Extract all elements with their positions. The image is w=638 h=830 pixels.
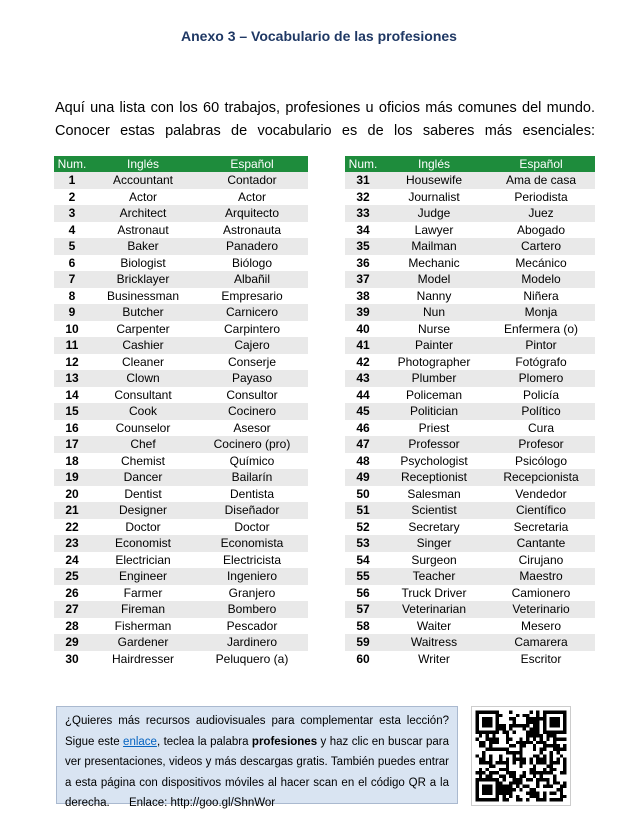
table-row <box>345 502 595 519</box>
table-row <box>345 634 595 651</box>
table-header-row <box>345 156 595 172</box>
spanish-cell: Psicólogo <box>487 453 595 470</box>
spanish-cell: Periodista <box>487 189 595 206</box>
english-cell: Waitress <box>381 634 487 651</box>
num-cell: 48 <box>345 453 381 470</box>
num-cell: 27 <box>54 601 90 618</box>
num-cell: 30 <box>54 651 90 668</box>
english-cell: Economist <box>90 535 196 552</box>
spanish-cell: Astronauta <box>196 222 308 239</box>
table-row <box>54 618 308 635</box>
english-cell: Painter <box>381 337 487 354</box>
header-english: Inglés <box>381 156 487 172</box>
page-title: Anexo 3 – Vocabulario de las profesiones <box>181 28 457 44</box>
num-cell: 5 <box>54 238 90 255</box>
spanish-cell: Economista <box>196 535 308 552</box>
spanish-cell: Político <box>487 403 595 420</box>
table-row <box>345 453 595 470</box>
table-row <box>345 205 595 222</box>
english-cell: Actor <box>90 189 196 206</box>
spanish-cell: Contador <box>196 172 308 189</box>
spanish-cell: Albañil <box>196 271 308 288</box>
english-cell: Accountant <box>90 172 196 189</box>
spanish-cell: Cocinero (pro) <box>196 436 308 453</box>
spanish-cell: Profesor <box>487 436 595 453</box>
english-cell: Architect <box>90 205 196 222</box>
table-row <box>54 337 308 354</box>
spanish-cell: Pintor <box>487 337 595 354</box>
num-cell: 57 <box>345 601 381 618</box>
english-cell: Politician <box>381 403 487 420</box>
english-cell: Mechanic <box>381 255 487 272</box>
english-cell: Biologist <box>90 255 196 272</box>
spanish-cell: Consultor <box>196 387 308 404</box>
spanish-cell: Monja <box>487 304 595 321</box>
num-cell: 15 <box>54 403 90 420</box>
num-cell: 50 <box>345 486 381 503</box>
num-cell: 19 <box>54 469 90 486</box>
english-cell: Engineer <box>90 568 196 585</box>
table-row <box>345 354 595 371</box>
english-cell: Photographer <box>381 354 487 371</box>
english-cell: Nanny <box>381 288 487 305</box>
table-row <box>54 222 308 239</box>
english-cell: Cook <box>90 403 196 420</box>
spanish-cell: Dentista <box>196 486 308 503</box>
table-row <box>54 255 308 272</box>
english-cell: Cashier <box>90 337 196 354</box>
english-cell: Writer <box>381 651 487 668</box>
table-row <box>54 370 308 387</box>
num-cell: 18 <box>54 453 90 470</box>
spanish-cell: Bombero <box>196 601 308 618</box>
english-cell: Professor <box>381 436 487 453</box>
table-row <box>345 189 595 206</box>
num-cell: 43 <box>345 370 381 387</box>
spanish-cell: Granjero <box>196 585 308 602</box>
english-cell: Singer <box>381 535 487 552</box>
table-row <box>345 271 595 288</box>
spanish-cell: Ama de casa <box>487 172 595 189</box>
english-cell: Policeman <box>381 387 487 404</box>
intro-paragraph: Aquí una lista con los 60 trabajos, profesiones u oficios más comunes del mundo. Conocer estas palabras de vocabulario es de los saberes más esenciales: <box>55 100 595 139</box>
table-row <box>54 205 308 222</box>
resources-keyword: profesiones <box>251 735 318 748</box>
resources-text-2: , teclea la palabra <box>156 735 252 748</box>
english-cell: Veterinarian <box>381 601 487 618</box>
english-cell: Plumber <box>381 370 487 387</box>
table-row <box>345 519 595 536</box>
english-cell: Cleaner <box>90 354 196 371</box>
spanish-cell: Abogado <box>487 222 595 239</box>
num-cell: 7 <box>54 271 90 288</box>
english-cell: Model <box>381 271 487 288</box>
spanish-cell: Bailarín <box>196 469 308 486</box>
english-cell: Waiter <box>381 618 487 635</box>
table-row <box>345 238 595 255</box>
english-cell: Doctor <box>90 519 196 536</box>
num-cell: 13 <box>54 370 90 387</box>
spanish-cell: Niñera <box>487 288 595 305</box>
spanish-cell: Vendedor <box>487 486 595 503</box>
num-cell: 4 <box>54 222 90 239</box>
english-cell: Consultant <box>90 387 196 404</box>
num-cell: 24 <box>54 552 90 569</box>
english-cell: Lawyer <box>381 222 487 239</box>
resources-box <box>56 706 458 809</box>
spanish-cell: Actor <box>196 189 308 206</box>
english-cell: Electrician <box>90 552 196 569</box>
num-cell: 26 <box>54 585 90 602</box>
spanish-cell: Recepcionista <box>487 469 595 486</box>
num-cell: 31 <box>345 172 381 189</box>
table-row <box>54 486 308 503</box>
num-cell: 35 <box>345 238 381 255</box>
english-cell: Baker <box>90 238 196 255</box>
spanish-cell: Pescador <box>196 618 308 635</box>
num-cell: 45 <box>345 403 381 420</box>
spanish-cell: Ingeniero <box>196 568 308 585</box>
spanish-cell: Secretaria <box>487 519 595 536</box>
spanish-cell: Fotógrafo <box>487 354 595 371</box>
table-row <box>54 453 308 470</box>
spanish-cell: Juez <box>487 205 595 222</box>
english-cell: Gardener <box>90 634 196 651</box>
num-cell: 52 <box>345 519 381 536</box>
resources-text-3: y haz clic en buscar para ver presentaciones, videos y más descargas gratis. También puedes entrar a esta página con dispositivos móviles al hacer scan en el código QR a la derecha. <box>65 735 449 809</box>
num-cell: 51 <box>345 502 381 519</box>
english-cell: Nun <box>381 304 487 321</box>
table-row <box>54 238 308 255</box>
table-row <box>54 535 308 552</box>
num-cell: 59 <box>345 634 381 651</box>
spanish-cell: Enfermera (o) <box>487 321 595 338</box>
table-row <box>54 502 308 519</box>
table-row <box>345 403 595 420</box>
num-cell: 16 <box>54 420 90 437</box>
table-row <box>54 585 308 602</box>
spanish-cell: Peluquero (a) <box>196 651 308 668</box>
header-spanish: Español <box>487 156 595 172</box>
english-cell: Scientist <box>381 502 487 519</box>
english-cell: Businessman <box>90 288 196 305</box>
english-cell: Fisherman <box>90 618 196 635</box>
num-cell: 55 <box>345 568 381 585</box>
table-row <box>54 304 308 321</box>
table-row <box>54 172 308 189</box>
num-cell: 28 <box>54 618 90 635</box>
english-cell: Judge <box>381 205 487 222</box>
table-row <box>54 420 308 437</box>
spanish-cell: Químico <box>196 453 308 470</box>
num-cell: 21 <box>54 502 90 519</box>
spanish-cell: Diseñador <box>196 502 308 519</box>
table-row <box>54 519 308 536</box>
table-row <box>54 436 308 453</box>
resources-text-1: ¿Quieres más recursos audiovisuales para complementar esta lección? Sigue este <box>65 715 449 748</box>
spanish-cell: Cajero <box>196 337 308 354</box>
english-cell: Butcher <box>90 304 196 321</box>
english-cell: Clown <box>90 370 196 387</box>
num-cell: 9 <box>54 304 90 321</box>
table-row <box>54 469 308 486</box>
spanish-cell: Veterinario <box>487 601 595 618</box>
english-cell: Psychologist <box>381 453 487 470</box>
spanish-cell: Cocinero <box>196 403 308 420</box>
table-row <box>54 288 308 305</box>
header-english: Inglés <box>90 156 196 172</box>
vocabulary-table-left <box>54 156 308 667</box>
table-row <box>345 585 595 602</box>
num-cell: 25 <box>54 568 90 585</box>
english-cell: Teacher <box>381 568 487 585</box>
table-row <box>54 601 308 618</box>
num-cell: 3 <box>54 205 90 222</box>
english-cell: Surgeon <box>381 552 487 569</box>
spanish-cell: Empresario <box>196 288 308 305</box>
english-cell: Housewife <box>381 172 487 189</box>
english-cell: Fireman <box>90 601 196 618</box>
table-row <box>345 651 595 668</box>
num-cell: 10 <box>54 321 90 338</box>
spanish-cell: Camarera <box>487 634 595 651</box>
num-cell: 41 <box>345 337 381 354</box>
english-cell: Chemist <box>90 453 196 470</box>
english-cell: Dentist <box>90 486 196 503</box>
spanish-cell: Doctor <box>196 519 308 536</box>
table-row <box>345 172 595 189</box>
table-row <box>54 634 308 651</box>
table-row <box>54 568 308 585</box>
table-row <box>54 189 308 206</box>
table-row <box>345 288 595 305</box>
table-row <box>345 601 595 618</box>
num-cell: 60 <box>345 651 381 668</box>
english-cell: Hairdresser <box>90 651 196 668</box>
num-cell: 33 <box>345 205 381 222</box>
english-cell: Designer <box>90 502 196 519</box>
spanish-cell: Conserje <box>196 354 308 371</box>
num-cell: 42 <box>345 354 381 371</box>
num-cell: 34 <box>345 222 381 239</box>
num-cell: 32 <box>345 189 381 206</box>
num-cell: 11 <box>54 337 90 354</box>
english-cell: Journalist <box>381 189 487 206</box>
resources-link[interactable]: enlace <box>123 735 157 748</box>
num-cell: 14 <box>54 387 90 404</box>
table-row <box>345 255 595 272</box>
table-row <box>345 618 595 635</box>
english-cell: Truck Driver <box>381 585 487 602</box>
num-cell: 46 <box>345 420 381 437</box>
table-row <box>54 651 308 668</box>
spanish-cell: Biólogo <box>196 255 308 272</box>
english-cell: Receptionist <box>381 469 487 486</box>
header-num: Num. <box>345 156 381 172</box>
table-row <box>345 387 595 404</box>
english-cell: Bricklayer <box>90 271 196 288</box>
vocabulary-table-right <box>345 156 595 667</box>
english-cell: Dancer <box>90 469 196 486</box>
spanish-cell: Plomero <box>487 370 595 387</box>
spanish-cell: Cartero <box>487 238 595 255</box>
num-cell: 54 <box>345 552 381 569</box>
table-row <box>345 568 595 585</box>
spanish-cell: Carpintero <box>196 321 308 338</box>
table-row <box>54 271 308 288</box>
english-cell: Farmer <box>90 585 196 602</box>
spanish-cell: Modelo <box>487 271 595 288</box>
table-row <box>345 321 595 338</box>
num-cell: 29 <box>54 634 90 651</box>
english-cell: Salesman <box>381 486 487 503</box>
num-cell: 53 <box>345 535 381 552</box>
qr-code-icon[interactable] <box>471 706 571 806</box>
header-num: Num. <box>54 156 90 172</box>
english-cell: Chef <box>90 436 196 453</box>
resources-url[interactable]: Enlace: http://goo.gl/ShnWor <box>128 797 276 809</box>
num-cell: 2 <box>54 189 90 206</box>
table-row <box>54 387 308 404</box>
table-row <box>54 321 308 338</box>
english-cell: Priest <box>381 420 487 437</box>
table-row <box>345 436 595 453</box>
spanish-cell: Cirujano <box>487 552 595 569</box>
spanish-cell: Payaso <box>196 370 308 387</box>
spanish-cell: Cantante <box>487 535 595 552</box>
table-row <box>345 486 595 503</box>
table-row <box>345 535 595 552</box>
qr-code-graphic <box>472 707 570 805</box>
num-cell: 44 <box>345 387 381 404</box>
spanish-cell: Camionero <box>487 585 595 602</box>
table-row <box>345 552 595 569</box>
table-row <box>345 420 595 437</box>
num-cell: 17 <box>54 436 90 453</box>
spanish-cell: Carnicero <box>196 304 308 321</box>
num-cell: 38 <box>345 288 381 305</box>
num-cell: 1 <box>54 172 90 189</box>
num-cell: 47 <box>345 436 381 453</box>
table-row <box>345 222 595 239</box>
table-row <box>54 552 308 569</box>
num-cell: 22 <box>54 519 90 536</box>
english-cell: Carpenter <box>90 321 196 338</box>
num-cell: 12 <box>54 354 90 371</box>
table-row <box>345 337 595 354</box>
table-row <box>54 403 308 420</box>
num-cell: 20 <box>54 486 90 503</box>
table-row <box>345 370 595 387</box>
num-cell: 40 <box>345 321 381 338</box>
num-cell: 49 <box>345 469 381 486</box>
spanish-cell: Arquitecto <box>196 205 308 222</box>
num-cell: 39 <box>345 304 381 321</box>
english-cell: Astronaut <box>90 222 196 239</box>
spanish-cell: Jardinero <box>196 634 308 651</box>
spanish-cell: Cura <box>487 420 595 437</box>
spanish-cell: Escritor <box>487 651 595 668</box>
english-cell: Secretary <box>381 519 487 536</box>
english-cell: Nurse <box>381 321 487 338</box>
spanish-cell: Panadero <box>196 238 308 255</box>
num-cell: 56 <box>345 585 381 602</box>
spanish-cell: Mecánico <box>487 255 595 272</box>
num-cell: 36 <box>345 255 381 272</box>
table-row <box>54 354 308 371</box>
table-row <box>345 469 595 486</box>
spanish-cell: Maestro <box>487 568 595 585</box>
num-cell: 37 <box>345 271 381 288</box>
spanish-cell: Policía <box>487 387 595 404</box>
num-cell: 23 <box>54 535 90 552</box>
header-spanish: Español <box>196 156 308 172</box>
english-cell: Counselor <box>90 420 196 437</box>
num-cell: 58 <box>345 618 381 635</box>
spanish-cell: Asesor <box>196 420 308 437</box>
table-header-row <box>54 156 308 172</box>
num-cell: 6 <box>54 255 90 272</box>
spanish-cell: Electricista <box>196 552 308 569</box>
spanish-cell: Mesero <box>487 618 595 635</box>
english-cell: Mailman <box>381 238 487 255</box>
table-row <box>345 304 595 321</box>
num-cell: 8 <box>54 288 90 305</box>
spanish-cell: Científico <box>487 502 595 519</box>
